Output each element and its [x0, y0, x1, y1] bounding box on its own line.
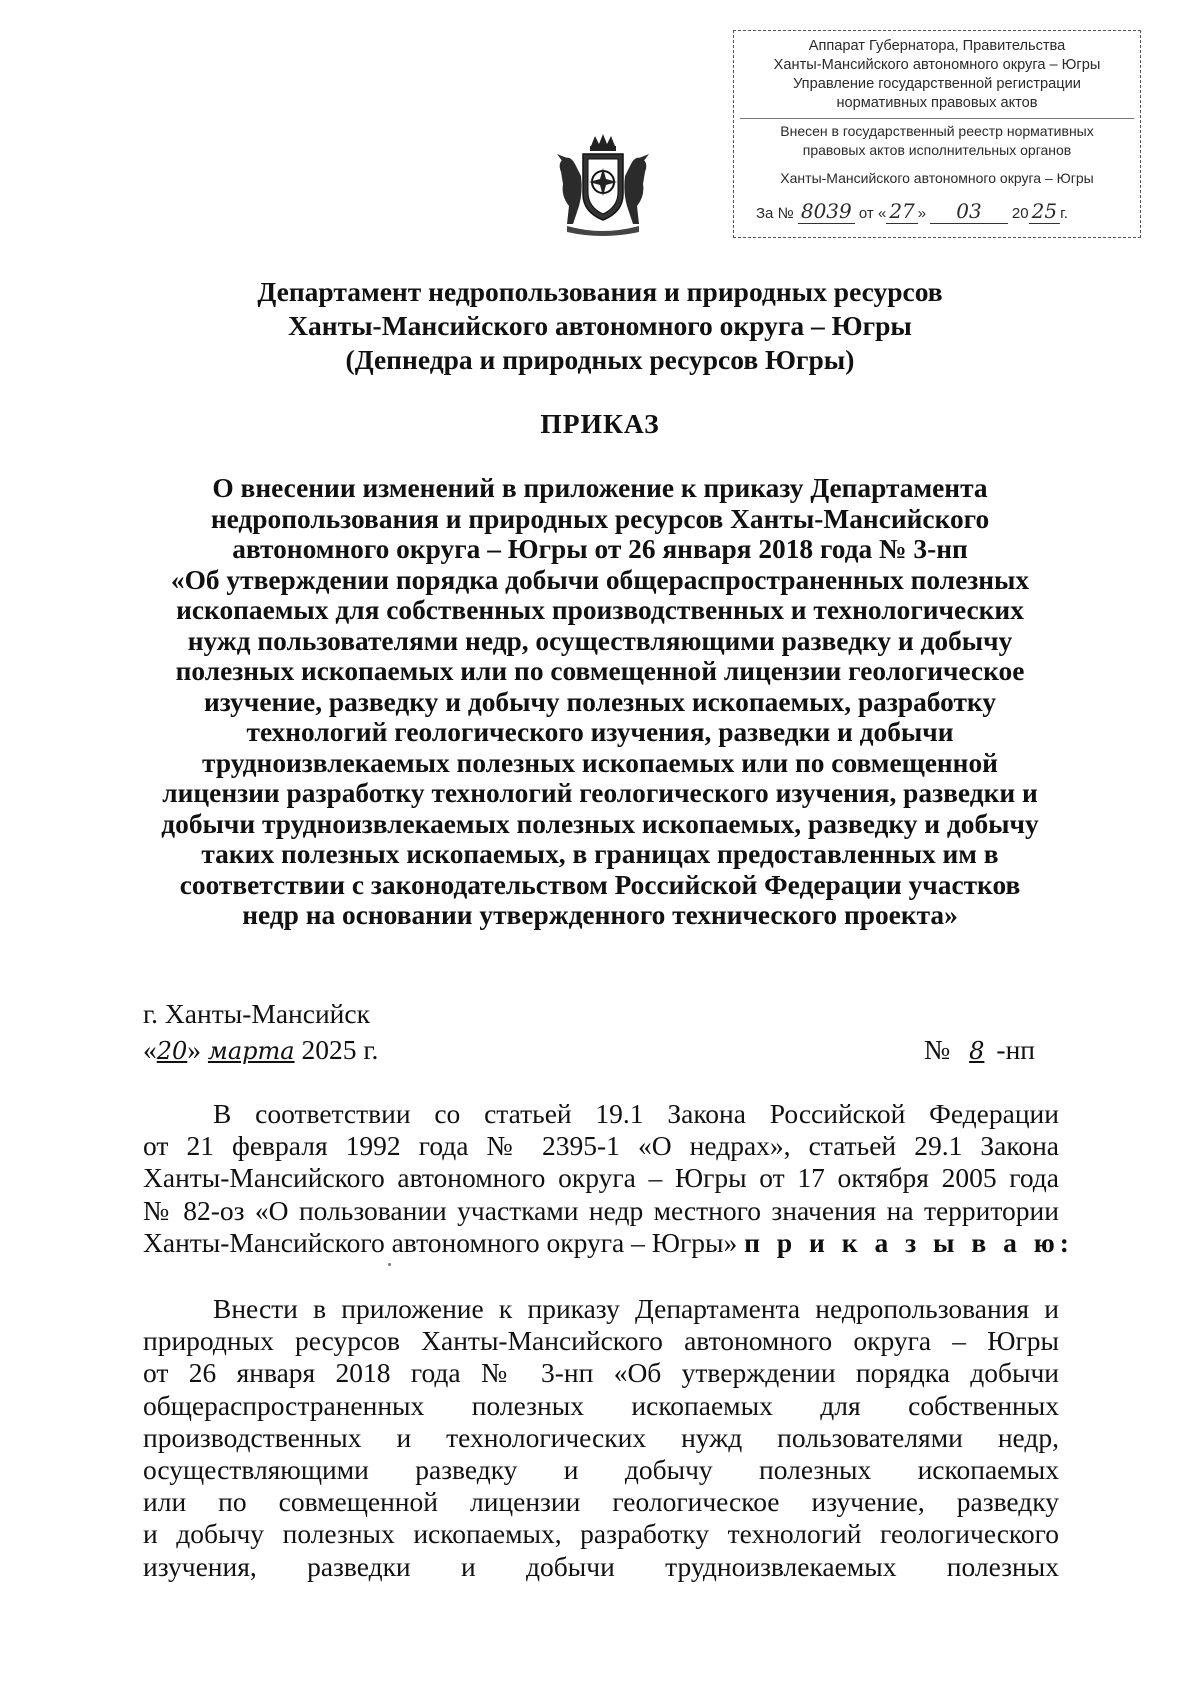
department-name-line-2: Ханты-Мансийского автономного округа – Югры: [288, 310, 912, 341]
paragraph-line: и добычу полезных ископаемых, разработку технологий геологического: [143, 1518, 1059, 1550]
stamp-line-6: правовых актов исполнительных органов: [802, 142, 1072, 158]
stamp-reg-number: 8039: [798, 199, 855, 224]
stamp-reg-month: 03: [930, 199, 1007, 224]
subject-line: автономного округа – Югры от 26 января 2018 года № 3-нп: [232, 534, 968, 564]
paragraph-line: от 26 января 2018 года № 3-нп «Об утверждении порядка добычи: [143, 1357, 1059, 1389]
paragraph-amendment: [143, 1293, 1059, 1583]
date-year: 2025 г.: [301, 1034, 379, 1065]
stamp-registry-note: [734, 122, 1140, 160]
stamp-reg-close: »: [917, 205, 927, 222]
subject-line: «Об утверждении порядка добычи общераспространенных полезных: [170, 564, 1030, 595]
stamp-line-5: Внесен в государственный реестр нормативных: [780, 123, 1094, 139]
document-type: ПРИКАЗ: [540, 408, 660, 439]
subject-line: недр на основании утвержденного технического проекта»: [242, 900, 958, 930]
stamp-reg-prefix: За №: [756, 205, 794, 222]
paragraph-line: осуществляющими разведку и добычу полезных ископаемых: [143, 1454, 1059, 1486]
stamp-line-7: Ханты-Мансийского автономного округа – Югры: [780, 170, 1094, 186]
paragraph-line: № 82-оз «О пользовании участками недр местного значения на территории: [143, 1194, 1059, 1226]
stamp-divider: [740, 118, 1134, 119]
order-word: п р и к а з ы в а ю:: [744, 1226, 1074, 1258]
number-suffix: -нп: [996, 1034, 1035, 1065]
subject-line: трудноизвлекаемых полезных ископаемых или по совмещенной: [202, 747, 998, 778]
place-of-issue: г. Ханты-Мансийск: [143, 998, 370, 1029]
stamp-reg-day: 27: [886, 199, 917, 224]
department-short-name: (Депнедра и природных ресурсов Югры): [345, 344, 855, 375]
stamp-registration-line: [734, 199, 1140, 223]
subject-line: полезных ископаемых или по совмещенной лицензии геологическое: [175, 656, 1025, 686]
stamp-line-4: нормативных правовых актов: [836, 95, 1038, 111]
stamp-line-3: Управление государственной регистрации: [793, 76, 1081, 92]
paragraph-line: Ханты-Мансийского автономного округа – Югры от 17 октября 2005 года: [143, 1162, 1059, 1194]
subject-line: лицензии разработку технологий геологического изучения, разведки и: [162, 778, 1038, 808]
number-prefix: №: [924, 1034, 951, 1065]
paragraph-line: общераспространенных полезных ископаемых для собственных: [143, 1389, 1059, 1421]
subject-line: таких полезных ископаемых, в границах предоставленных им в: [201, 839, 999, 869]
paragraph-line: изучения, разведки и добычи трудноизвлекаемых полезных: [143, 1550, 1059, 1582]
stamp-header: [734, 31, 1140, 113]
subject-line: добычи трудноизвлекаемых полезных ископаемых, разведку и добычу: [161, 808, 1039, 839]
department-header: [150, 275, 1050, 377]
subject-line: ископаемых для собственных производственных и технологических: [176, 595, 1024, 625]
subject-line: недропользования и природных ресурсов Ханты-Мансийского: [210, 503, 990, 534]
scan-speck: [388, 1263, 391, 1266]
number-value: 8: [969, 1037, 985, 1065]
paragraph-line: или по совмещенной лицензии геологическое изучение, разведку: [143, 1486, 1059, 1518]
order-date: [143, 1034, 378, 1067]
stamp-reg-from: от «: [858, 205, 887, 222]
date-month: марта: [207, 1037, 295, 1065]
stamp-reg-suffix: г.: [1060, 205, 1068, 222]
subject-line: нужд пользователями недр, осуществляющими разведку и добычу: [187, 625, 1013, 656]
subject-line: технологий геологического изучения, разведки и добычи: [246, 717, 954, 747]
coat-of-arms-icon: [553, 132, 653, 240]
date-close-quote: »: [187, 1034, 202, 1065]
paragraph-line: Внести в приложение к приказу Департамента недропользования и: [213, 1293, 1059, 1324]
registration-stamp: [733, 30, 1141, 238]
stamp-line-2: Ханты-Мансийского автономного округа – Югры: [773, 57, 1101, 73]
paragraph-line: от 21 февраля 1992 года № 2395-1 «О недрах», статьей 29.1 Закона: [143, 1130, 1059, 1162]
department-name-line-1: Департамент недропользования и природных ресурсов: [257, 276, 943, 307]
stamp-line-1: Аппарат Губернатора, Правительства: [808, 38, 1066, 54]
date-day: 20: [156, 1037, 188, 1065]
stamp-reg-year: 25: [1029, 199, 1060, 224]
order-subject: [140, 473, 1060, 931]
subject-line: О внесении изменений в приложение к приказу Департамента: [212, 473, 988, 503]
subject-line: соответствии с законодательством Российской Федерации участков: [179, 869, 1021, 900]
paragraph-line-last: [143, 1226, 1074, 1259]
paragraph-legal-basis: [143, 1098, 1074, 1259]
stamp-reg-year-prefix: 20: [1011, 205, 1029, 222]
paragraph-line: В соответствии со статьей 19.1 Закона Российской Федерации: [213, 1098, 1059, 1129]
paragraph-last-text: Ханты-Мансийского автономного округа – Югры»: [143, 1226, 738, 1258]
subject-line: изучение, разведку и добычу полезных ископаемых, разработку: [203, 686, 997, 717]
paragraph-line: природных ресурсов Ханты-Мансийского автономного округа – Югры: [143, 1325, 1059, 1357]
order-number: [924, 1034, 1035, 1067]
date-open-quote: «: [143, 1034, 157, 1065]
paragraph-line: производственных и технологических нужд пользователями недр,: [143, 1421, 1059, 1453]
